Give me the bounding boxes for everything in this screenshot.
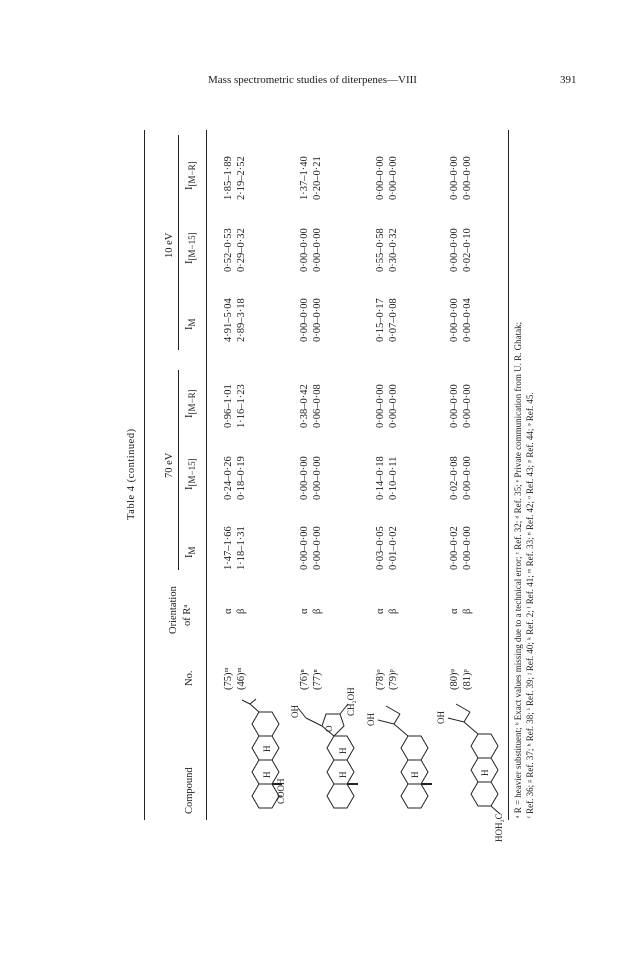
header-im15-70: $I_{[M-15]}$ [184,458,198,490]
header-orientation-2: of Rᵃ [182,604,193,626]
header-im-70: $I_M$ [184,546,198,558]
im-70ev: 0·00–0·02 0·00–0·00 [449,526,473,570]
imr-70ev: 0·00–0·00 0·00–0·00 [449,384,473,428]
imr-10ev: 1·85–1·89 2·19–2·52 [223,156,247,200]
footnote-line-1: ᵃ R = heavier substituent; ᵇ Exact values missing due to a technical error; ᶜ Ref. 32; ᵈ Ref. 35; ᵉ Private communication from U. R. Ghatak; [513,321,523,818]
imr-10ev: 1·37–1·40 0·20–0·21 [299,156,323,200]
header-orientation-1: Orientation [168,586,179,634]
orientation: α β [223,608,247,614]
im-10ev: 4·91–5·04 2·89–3·18 [223,298,247,342]
imr-10ev: 0·00–0·00 0·00–0·00 [449,156,473,200]
running-title: Mass spectrometric studies of diterpenes—VIII [208,74,417,86]
im15-70ev: 0·14–0·18 0·10–0·11 [375,456,399,500]
header-imr-70: $I_{[M-R]}$ [184,389,198,418]
compound-no: (75)ᵐ (46)ᵐ [223,667,247,690]
imr-70ev: 0·00–0·00 0·00–0·00 [375,384,399,428]
im15-10ev: 0·00–0·00 0·00–0·00 [299,228,323,272]
header-compound: Compound [184,767,195,814]
header-imr-10: $I_{[M-R]}$ [184,161,198,190]
imr-10ev: 0·00–0·00 0·00–0·00 [375,156,399,200]
table-caption: Table 4 (continued) [126,428,137,520]
rotated-table [120,130,535,842]
ev70-rule [178,370,179,570]
header-rule [206,130,207,820]
ev10-rule [178,135,179,350]
im-70ev: 1·47–1·66 1·18–1·31 [223,526,247,570]
im15-70ev: 0·00–0·00 0·00–0·00 [299,456,323,500]
header-im-10: $I_M$ [184,318,198,330]
top-rule [144,130,145,820]
orientation: α β [299,608,323,614]
compound-no: (80)ᵠ (81)ᵖ [449,668,473,690]
im-70ev: 0·00–0·00 0·00–0·00 [299,526,323,570]
header-70ev: 70 eV [164,452,175,478]
im15-10ev: 0·55–0·58 0·30–0·32 [375,228,399,272]
orientation: α β [375,608,399,614]
im-70ev: 0·03–0·05 0·01–0·02 [375,526,399,570]
im-10ev: 0·00–0·00 0·00–0·00 [299,298,323,342]
header-10ev: 10 eV [164,232,175,258]
structure-76-77: OH O CH₂OH H H [288,698,365,818]
im15-10ev: 0·52–0·53 0·29–0·32 [223,228,247,272]
structure-80-81: OH H HOH₂C [436,698,511,818]
im15-70ev: 0·02–0·08 0·00–0·00 [449,456,473,500]
imr-70ev: 0·96–1·01 1·16–1·23 [223,384,247,428]
page-number: 391 [560,74,577,86]
structure-78-79: OH H [364,698,439,818]
im-10ev: 0·15–0·17 0·07–0·08 [375,298,399,342]
footnote-line-2: ᶠ Ref. 36; ᵍ Ref. 37; ʰ Ref. 38; ⁱ Ref. 39; ʲ Ref. 40; ᵏ Ref. 2; ˡ Ref. 41; ᵐ Ref. 33; ⁿ Ref. 42; ᵒ Ref. 43; ᵖ Ref. 44; ᵠ Ref. 45. [525,392,535,818]
compound-no: (76)ⁿ (77)ⁿ [299,669,323,690]
structure-75-46: H H COOH [214,698,289,818]
compound-no: (78)ᵒ (79)ᵖ [375,669,399,690]
orientation: α β [449,608,473,614]
header-im15-10: $I_{[M-15]}$ [184,232,198,264]
im15-70ev: 0·24–0·26 0·18–0·19 [223,456,247,500]
header-no: No. [184,670,195,686]
im15-10ev: 0·00–0·00 0·02–0·10 [449,228,473,272]
imr-70ev: 0·38–0·42 0·06–0·08 [299,384,323,428]
im-10ev: 0·00–0·00 0·00–0·04 [449,298,473,342]
